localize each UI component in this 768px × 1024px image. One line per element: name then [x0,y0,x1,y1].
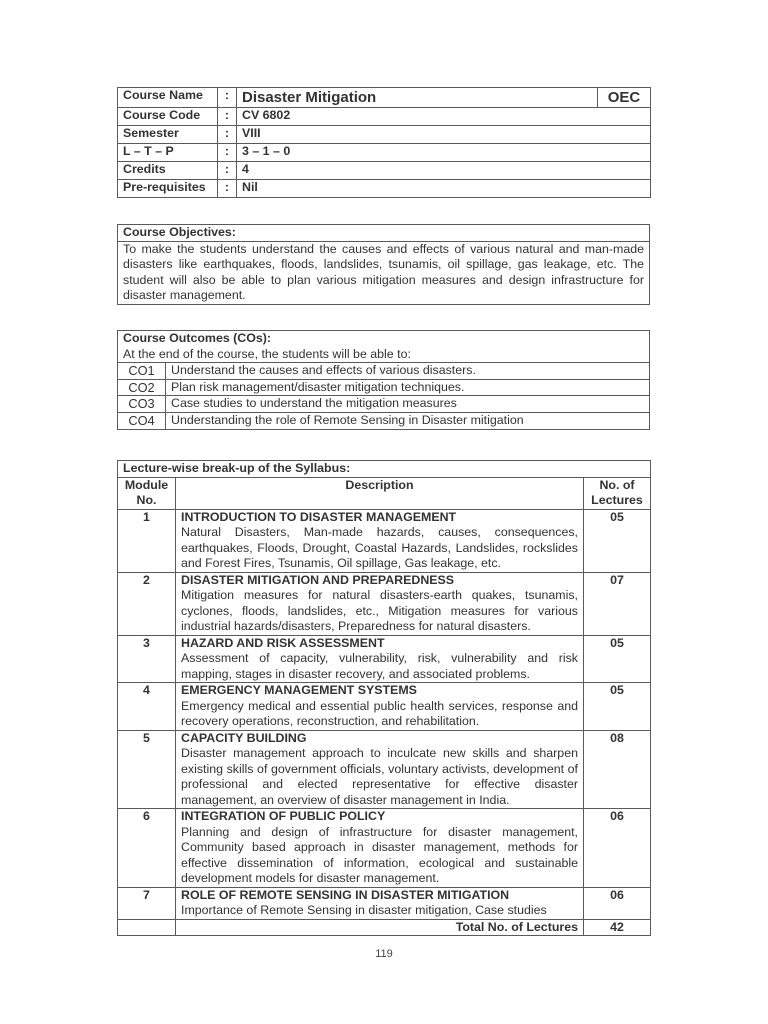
module-number: 6 [118,809,176,888]
outcome-row [118,396,650,413]
module-lectures: 06 [584,887,651,919]
total-label: Total No. of Lectures [176,919,584,936]
module-lectures: 07 [584,572,651,635]
prerequisites-row [118,180,651,198]
course-info-table [117,87,651,198]
module-description [176,572,584,635]
module-description [176,809,584,888]
page-number: 119 [375,948,393,960]
module-lectures: 08 [584,730,651,809]
lectures-header: No. of Lectures [584,477,651,509]
module-topic: INTEGRATION OF PUBLIC POLICY [181,809,386,823]
syllabus-row [118,809,651,888]
course-name-label: Course Name [118,88,218,108]
semester-row [118,126,651,144]
description-header: Description [176,477,584,509]
module-number: 1 [118,509,176,572]
course-code-value: CV 6802 [237,108,651,126]
module-topic: ROLE OF REMOTE SENSING IN DISASTER MITIGATION [181,887,510,902]
module-lectures: 05 [584,635,651,683]
outcomes-header [118,331,650,363]
module-description [176,683,584,731]
objectives-text: To make the students understand the causes and effects of various natural and man-made disasters like earthquakes, floods, landslides, tsunamis, oil spillage, gas leakage, etc. The student will also be able to plan various mitigation measures and design infrastructure for disaster management. [118,241,650,304]
syllabus-row [118,683,651,731]
module-description [176,887,584,919]
course-code-row [118,108,651,126]
module-details: Natural Disasters, Man-made hazards, causes, consequences, earthquakes, Floods, Drought, Coastal Hazards, Landslides, rockslides and Forest Fires, Tsunamis, Oil spillage, Gas leakage, etc. [181,525,578,570]
module-topic: EMERGENCY MANAGEMENT SYSTEMS [181,683,417,697]
prerequisites-label: Pre-requisites [118,180,218,198]
outcome-code: CO3 [118,396,166,413]
course-name-row [118,88,651,108]
credits-label: Credits [118,162,218,180]
prerequisites-value: Nil [237,180,651,198]
outcomes-heading: Course Outcomes (COs): [123,331,272,345]
colon: : [218,126,237,144]
colon: : [218,180,237,198]
syllabus-row [118,572,651,635]
outcome-row [118,363,650,380]
outcome-text: Plan risk management/disaster mitigation techniques. [166,379,650,396]
course-outcomes-table [117,330,650,430]
syllabus-total-row [118,919,651,936]
module-topic: HAZARD AND RISK ASSESSMENT [181,635,385,650]
course-name-value: Disaster Mitigation [237,88,598,108]
module-number: 5 [118,730,176,809]
module-description [176,635,584,683]
module-description [176,509,584,572]
module-number: 3 [118,635,176,683]
outcome-row [118,412,650,429]
outcome-code: CO4 [118,412,166,429]
ltp-label: L – T – P [118,144,218,162]
syllabus-row [118,887,651,919]
credits-row [118,162,651,180]
syllabus-heading: Lecture-wise break-up of the Syllabus: [118,461,651,478]
course-category-tag: OEC [598,88,651,108]
module-details: Planning and design of infrastructure for disaster management, Community based approach in disaster management, methods for effective dissemination of information, ecological and sustainable development models for disaster management. [181,824,578,885]
outcome-text: Understanding the role of Remote Sensing in Disaster mitigation [166,412,650,429]
module-lectures: 06 [584,809,651,888]
outcome-code: CO2 [118,379,166,396]
ltp-row [118,144,651,162]
colon: : [218,88,237,108]
module-topic: INTRODUCTION TO DISASTER MANAGEMENT [181,509,457,524]
module-description [176,730,584,809]
ltp-value: 3 – 1 – 0 [237,144,651,162]
syllabus-row [118,635,651,683]
module-lectures: 05 [584,683,651,731]
semester-value: VIII [237,126,651,144]
syllabus-row [118,509,651,572]
module-details: Assessment of capacity, vulnerability, risk, vulnerability and risk mapping, stages in disaster recovery, and associated problems. [181,651,578,681]
module-details: Importance of Remote Sensing in disaster mitigation, Case studies [181,903,547,917]
total-spacer [118,919,176,936]
outcome-text: Understand the causes and effects of various disasters. [166,363,650,380]
outcomes-intro: At the end of the course, the students will be able to: [123,346,411,361]
colon: : [218,144,237,162]
credits-value: 4 [237,162,651,180]
objectives-heading: Course Objectives: [118,225,650,242]
module-number: 7 [118,887,176,919]
outcome-row [118,379,650,396]
course-objectives-table [117,224,650,305]
syllabus-table [117,460,651,936]
module-lectures: 05 [584,509,651,572]
semester-label: Semester [118,126,218,144]
syllabus-row [118,730,651,809]
module-no-header: Module No. [118,477,176,509]
colon: : [218,162,237,180]
module-number: 2 [118,572,176,635]
module-details: Emergency medical and essential public health services, response and recovery operations, reconstruction, and rehabilitation. [181,698,578,728]
total-value: 42 [584,919,651,936]
course-code-label: Course Code [118,108,218,126]
module-details: Mitigation measures for natural disasters-earth quakes, tsunamis, cyclones, floods, landslides, etc., Mitigation measures for various industrial hazards/disasters, Preparedness for natural disasters. [181,588,578,633]
outcome-text: Case studies to understand the mitigation measures [166,396,650,413]
module-number: 4 [118,683,176,731]
colon: : [218,108,237,126]
outcome-code: CO1 [118,363,166,380]
module-topic: DISASTER MITIGATION AND PREPAREDNESS [181,572,455,587]
module-details: Disaster management approach to inculcate new skills and sharpen existing skills of government officials, voluntary activists, development of professional and elected representative for effective disaster management, an overview of disaster management in India. [181,746,578,807]
module-topic: CAPACITY BUILDING [181,730,307,745]
syllabus-column-headers [118,477,651,509]
